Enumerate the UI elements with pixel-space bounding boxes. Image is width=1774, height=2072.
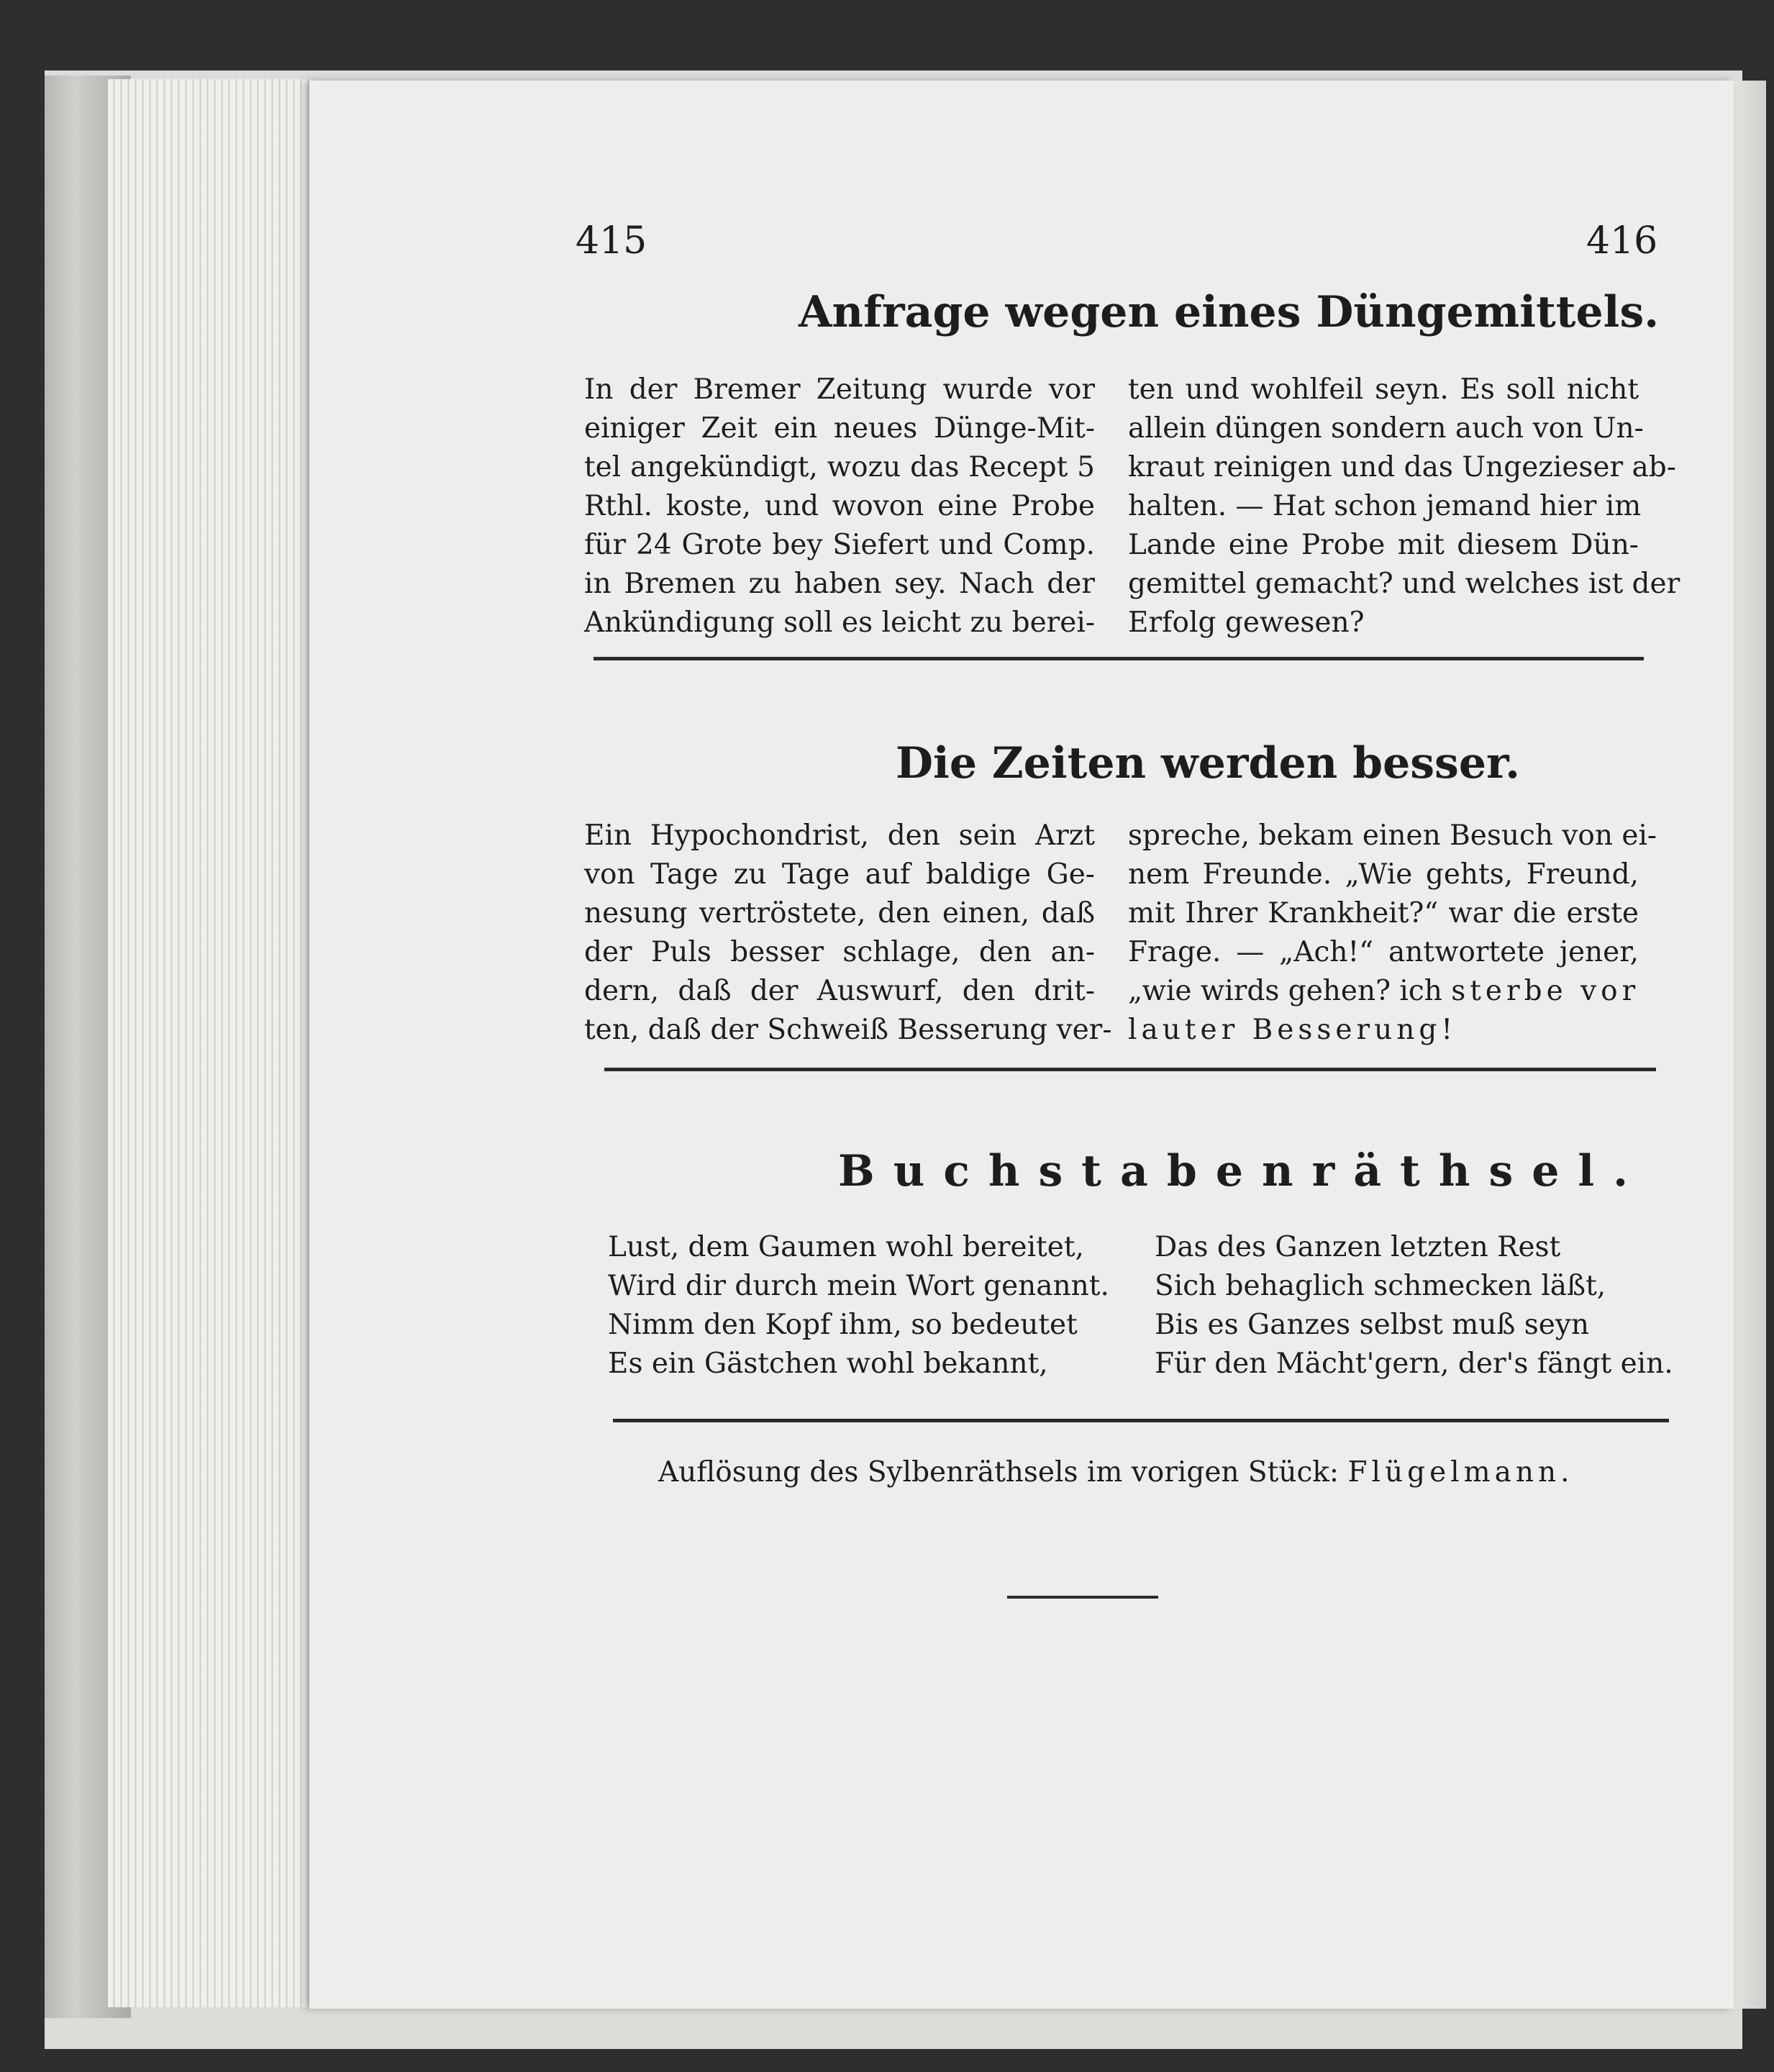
- section-divider: [604, 1068, 1656, 1071]
- verse-line: Bis es Ganzes selbst muß seyn: [1155, 1309, 1590, 1341]
- verse-line: Es ein Gästchen wohl bekannt,: [608, 1348, 1048, 1380]
- text-line: von Tage zu Tage auf baldige Ge-: [584, 858, 1095, 891]
- spaced-emphasis: sterbe vor: [1451, 975, 1640, 1007]
- text-line: ten und wohlfeil seyn. Es soll nicht: [1128, 373, 1639, 406]
- text-line: einiger Zeit ein neues Dünge-Mit-: [584, 412, 1095, 445]
- text-line: kraut reinigen und das Ungezieser ab-: [1128, 451, 1676, 483]
- text-line: gemittel gemacht? und welches ist der: [1128, 568, 1680, 600]
- verse-line: Lust, dem Gaumen wohl bereitet,: [608, 1231, 1084, 1263]
- text-line: Lande eine Probe mit diesem Dün-: [1128, 529, 1639, 561]
- verse-line: Wird dir durch mein Wort genannt.: [608, 1270, 1109, 1302]
- text-line: ten, daß der Schweiß Besserung ver-: [584, 1014, 1112, 1046]
- text-line: allein düngen sondern auch von Un-: [1128, 412, 1644, 445]
- solution-word: Flügelmann.: [1347, 1456, 1574, 1489]
- text-line: für 24 Grote bey Siefert und Comp.: [584, 529, 1095, 561]
- text-line: Ein Hypochondrist, den sein Arzt: [584, 819, 1095, 852]
- text-line: der Puls besser schlage, den an-: [584, 936, 1095, 968]
- verse-line: Für den Mächt'gern, der's fängt ein.: [1155, 1348, 1673, 1380]
- text-line: nesung vertröstete, den einen, daß: [584, 897, 1095, 930]
- section-divider: [613, 1419, 1669, 1422]
- text-line: mit Ihrer Krankheit?“ war die erste: [1128, 897, 1639, 930]
- section-title-zeiten: Die Zeiten werden besser.: [896, 738, 1520, 789]
- verse-line: Sich behaglich schmecken läßt,: [1155, 1270, 1606, 1302]
- text-line: tel angekündigt, wozu das Recept 5: [584, 451, 1095, 483]
- verse-line: Nimm den Kopf ihm, so bedeutet: [608, 1309, 1078, 1341]
- text-line: Ankündigung soll es leicht zu berei-: [584, 606, 1096, 639]
- solution-prefix: Auflösung des Sylbenräthsels im vorigen Stück:: [658, 1456, 1348, 1489]
- riddle-solution: [658, 1453, 1574, 1492]
- text-line: In der Bremer Zeitung wurde vor: [584, 373, 1095, 406]
- section-1-right-column: [1128, 371, 1680, 642]
- section-title-raethsel: Buchstabenräthsel.: [838, 1146, 1647, 1196]
- text-run: „wie wirds gehen? ich: [1128, 975, 1452, 1007]
- verse-line: Das des Ganzen letzten Rest: [1155, 1231, 1561, 1263]
- section-divider: [593, 657, 1644, 660]
- page-number-left: 415: [576, 219, 647, 263]
- text-line: spreche, bekam einen Besuch von ei-: [1128, 819, 1657, 852]
- text-line: [1128, 972, 1639, 1011]
- closing-rule: [1007, 1596, 1158, 1599]
- page-stack-edge: [108, 79, 317, 2007]
- text-line: [1128, 1011, 1639, 1050]
- text-line: Erfolg gewesen?: [1128, 606, 1365, 639]
- section-1-left-column: [584, 371, 1095, 642]
- riddle-verse-right: [1155, 1228, 1673, 1383]
- section-2-right-column: [1128, 817, 1657, 1050]
- text-line: nem Freunde. „Wie gehts, Freund,: [1128, 858, 1639, 891]
- text-line: dern, daß der Auswurf, den drit-: [584, 975, 1095, 1007]
- text-line: Rthl. koste, und wovon eine Probe: [584, 490, 1095, 522]
- section-title-duengemittel: Anfrage wegen eines Düngemittels.: [799, 287, 1660, 337]
- text-line: halten. — Hat schon jemand hier im: [1128, 490, 1642, 522]
- page-number-right: 416: [1586, 219, 1658, 263]
- text-line: Frage. — „Ach!“ antwortete jener,: [1128, 936, 1639, 968]
- spaced-emphasis: lauter Besserung!: [1128, 1014, 1457, 1046]
- riddle-verse-left: [608, 1228, 1111, 1383]
- text-line: in Bremen zu haben sey. Nach der: [584, 568, 1095, 600]
- section-2-left-column: [584, 817, 1112, 1050]
